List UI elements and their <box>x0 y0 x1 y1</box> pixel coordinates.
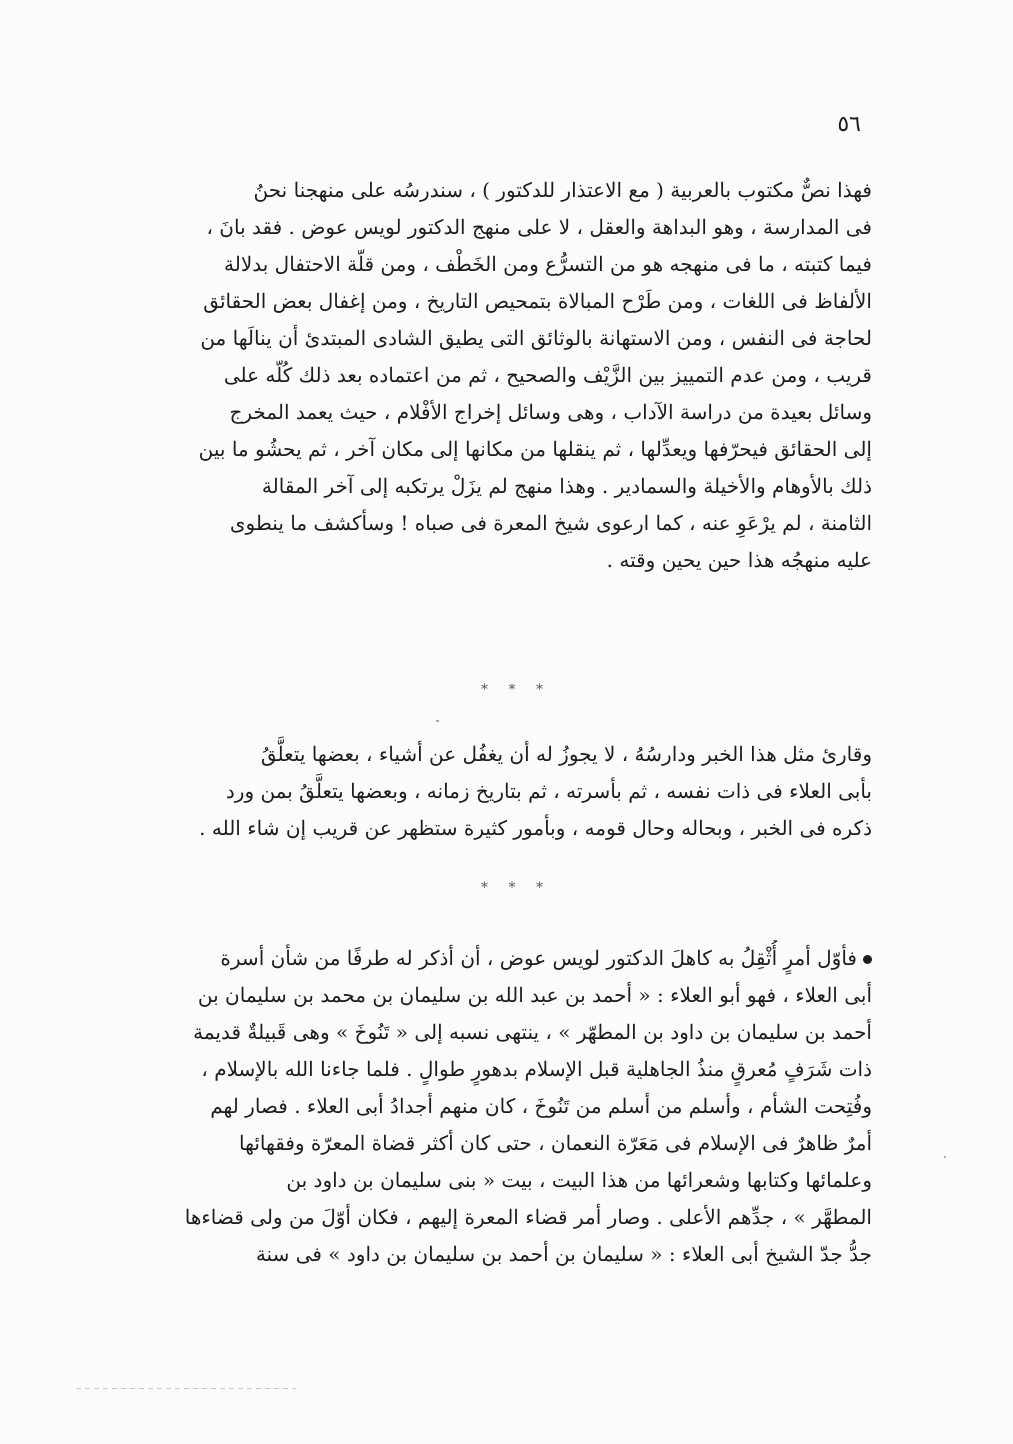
paragraph-3 <box>160 940 872 1273</box>
scan-speck <box>944 1156 946 1158</box>
text-line: ذلك بالأوهام والأخيلة والسمادير . وهذا منهج لم يزَلْ يرتكبه إلى آخر المقالة <box>261 474 872 498</box>
text-line: لحاجة فى النفس ، ومن الاستهانة بالوثائق التى يطيق الشادى المبتدئ أن ينالَها من <box>200 326 872 350</box>
text-line: بأبى العلاء فى ذات نفسه ، ثم بأسرته ، ثم بتاريخ زمانه ، وبعضها يتعلَّقُ بمن ورد <box>225 779 872 803</box>
text-line: وسائل بعيدة من دراسة الآداب ، وهى وسائل إخراج الأفْلام ، حيث يعمد المخرج <box>229 400 872 424</box>
text-line: فهذا نصٌّ مكتوب بالعربية ( مع الاعتذار للدكتور ) ، سندرسُه على منهجنا نحنُ <box>253 178 872 202</box>
text-line: قريب ، ومن عدم التمييز بين الزَّيْف والصحيح ، ثم من اعتماده بعد ذلك كُلّه على <box>223 363 872 387</box>
text-line: وعلمائها وكتابها وشعرائها من هذا البيت ، بيت « بنى سليمان بن داود بن <box>286 1168 872 1192</box>
text-line: ذات شَرَفٍ مُعرقٍ منذُ الجاهلية قبل الإسلام بدهورٍ طوالٍ . فلما جاءنا الله بالإسلام ، <box>201 1057 872 1081</box>
paragraph-2 <box>160 736 872 847</box>
text-line: الثامنة ، لم يرْعَوِ عنه ، كما ارعوى شيخ المعرة فى صباه ! وسأكشف ما ينطوى <box>229 511 872 535</box>
text-line: المطهَّر » ، جدِّهم الأعلى . وصار أمر قضاء المعرة إليهم ، فكان أوّلَ من ولى قضاءها <box>184 1205 872 1229</box>
text-line: إلى الحقائق فيحرّفها ويعدِّلها ، ثم ينقلها من مكانها إلى مكان آخر ، ثم يحشُو ما بين <box>198 437 872 461</box>
text-line: جدُّ جدّ الشيخ أبى العلاء : « سليمان بن أحمد بن سليمان بن داود » فى سنة <box>255 1242 872 1266</box>
bullet-icon <box>863 955 872 964</box>
text-line: فيما كتبته ، ما فى منهجه هو من التسرُّع ومن الخَطْف ، ومن قلّة الاحتفال بدلالة <box>224 252 872 276</box>
text-line: أبى العلاء ، فهو أبو العلاء : « أحمد بن عبد الله بن سليمان بن محمد بن سليمان بن <box>197 983 872 1007</box>
section-separator: * * * <box>481 880 551 896</box>
text-line: ذكره فى الخبر ، وبحاله وحال قومه ، وبأمور كثيرة ستظهر عن قريب إن شاء الله . <box>199 816 872 840</box>
scan-artifact-rule <box>76 1388 296 1389</box>
text-line-first <box>160 940 872 977</box>
scan-speck <box>436 720 439 722</box>
text-line-content: فأوّل أمرٍ أُثْقِلُ به كاهلَ الدكتور لويس عوض ، أن أذكر له طرفًا من شأن أسرة <box>220 946 857 970</box>
text-line: فى المدارسة ، وهو البداهة والعقل ، لا على منهج الدكتور لويس عوض . فقد بانَ ، <box>206 215 872 239</box>
text-line: وقارئ مثل هذا الخبر ودارسُهُ ، لا يجوزُ له أن يغفُل عن أشياء ، بعضها يتعلَّقُ <box>260 742 872 766</box>
page-number: ٥٦ <box>837 112 861 137</box>
text-line: أمرٌ ظاهرٌ فى الإسلام فى مَعَرّة النعمان ، حتى كان أكثر قضاة المعرّة وفقهائها <box>239 1131 872 1155</box>
paragraph-1 <box>160 172 872 579</box>
text-line-last: عليه منهجُه هذا حين يحين وقته . <box>606 548 872 572</box>
text-line: وفُتِحت الشأم ، وأسلم من أسلم من تَنُوخَ ، كان منهم أجدادُ أبى العلاء . فصار لهم <box>210 1094 872 1118</box>
text-line: أحمد بن سليمان بن داود بن المطهّر » ، ينتهى نسبه إلى « تَنُوخَ » وهى قَبيلةٌ قديمة <box>193 1020 872 1044</box>
section-separator: * * * <box>481 682 551 698</box>
text-line: الألفاظ فى اللغات ، ومن طَرْح المبالاة بتمحيص التاريخ ، ومن إغفال بعض الحقائق <box>203 289 872 313</box>
